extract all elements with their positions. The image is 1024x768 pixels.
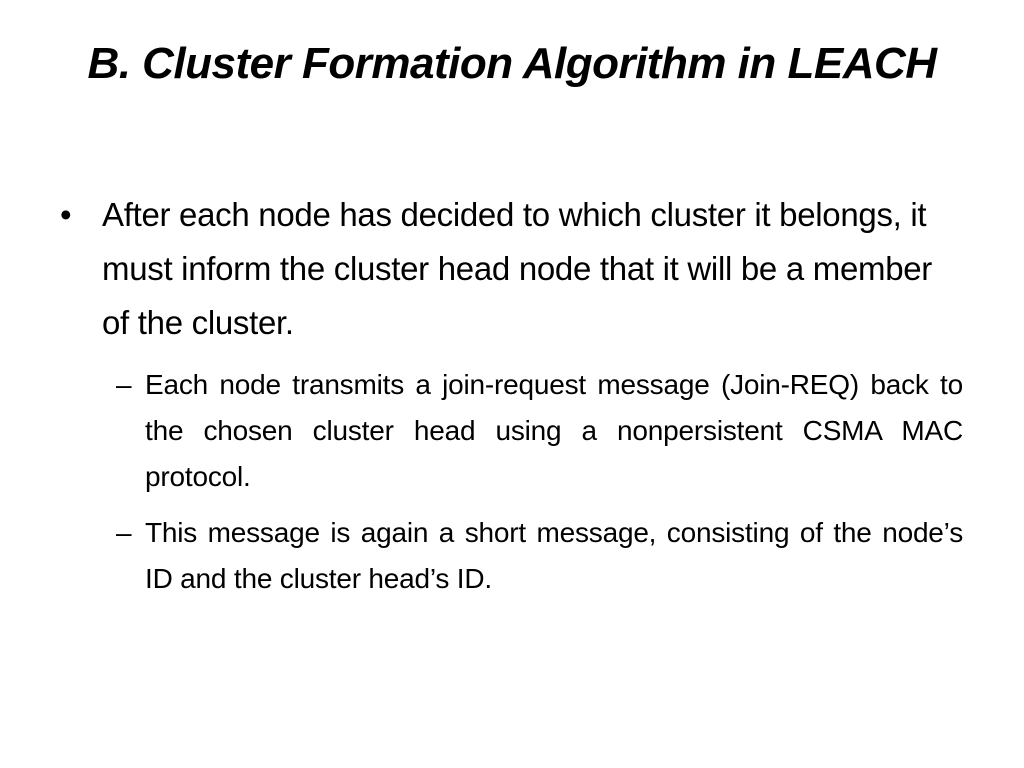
sub-bullet-text: This message is again a short message, consisting of the node’s ID and the cluster head’s ID. bbox=[145, 517, 963, 594]
sub-bullet-item bbox=[58, 510, 963, 602]
sub-bullet-list bbox=[58, 362, 963, 602]
sub-bullet-text: Each node transmits a join-request message (Join-REQ) back to the chosen cluster head using a nonpersistent CSMA MAC protocol. bbox=[145, 369, 963, 492]
sub-bullet-item bbox=[58, 362, 963, 500]
slide-title: B. Cluster Formation Algorithm in LEACH bbox=[87, 39, 937, 88]
bullet-item bbox=[58, 188, 963, 350]
sub-bullet-marker: – bbox=[116, 369, 132, 400]
slide-body bbox=[58, 188, 963, 612]
bullet-marker: • bbox=[60, 196, 72, 233]
bullet-text: After each node has decided to which cluster it belongs, it must inform the cluster head node that it will be a member of the cluster. bbox=[102, 196, 932, 341]
sub-bullet-marker: – bbox=[116, 517, 132, 548]
